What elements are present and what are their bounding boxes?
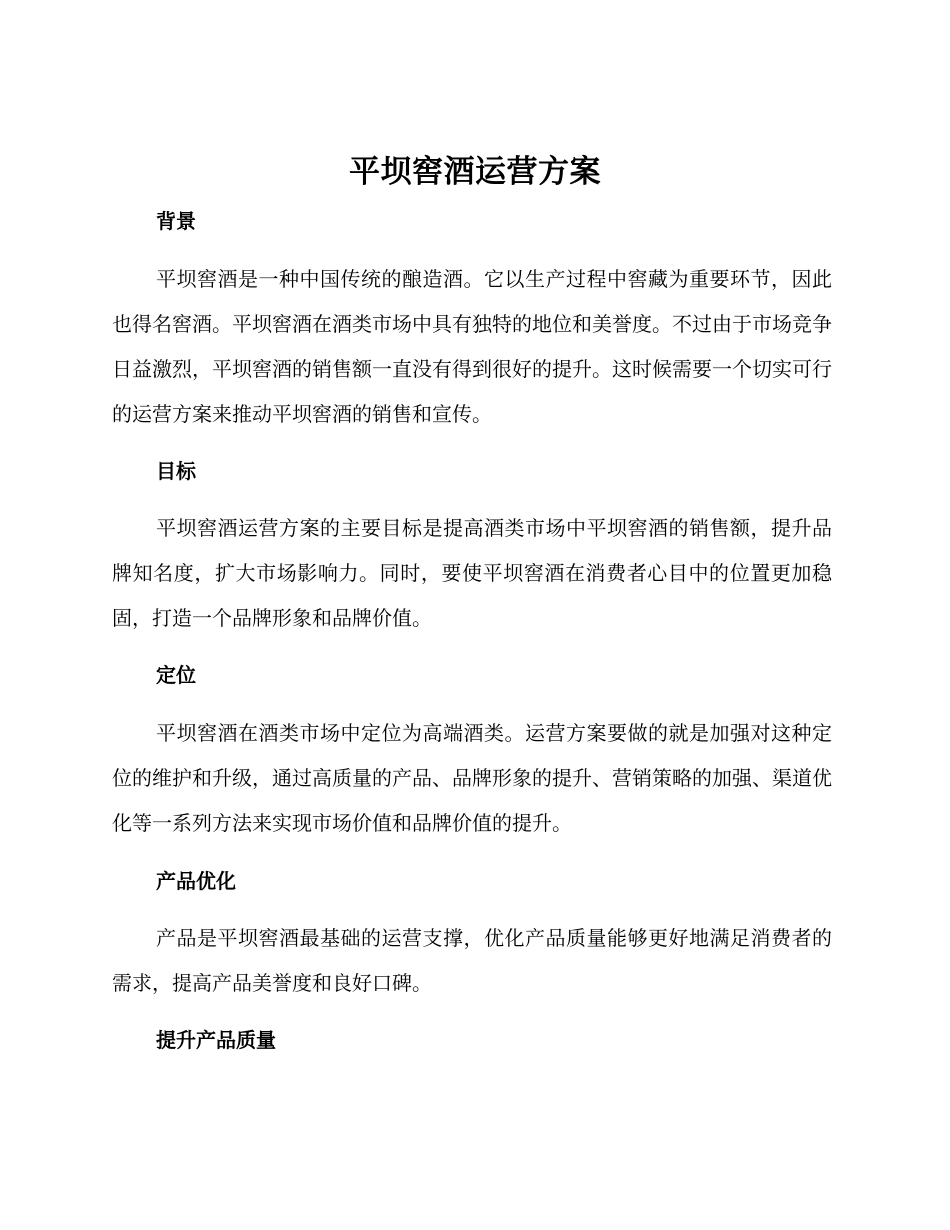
document-title: 平坝窖酒运营方案 xyxy=(349,154,601,190)
section-heading-positioning: 定位 xyxy=(156,663,196,687)
section-paragraph-background: 平坝窖酒是一种中国传统的酿造酒。它以生产过程中窖藏为重要环节，因此也得名窖酒。平坝窖酒在酒类市场中具有独特的地位和美誉度。不过由于市场竞争日益激烈，平坝窖酒的销售额一直没有得到很好的提升。这时候需要一个切实可行的运营方案来推动平坝窖酒的销售和宣传。 xyxy=(112,267,832,426)
section-paragraph-product-optimization: 产品是平坝窖酒最基础的运营支撑，优化产品质量能够更好地满足消费者的需求，提高产品美誉度和良好口碑。 xyxy=(112,926,832,995)
section-heading-improve-quality: 提升产品质量 xyxy=(156,1028,276,1052)
section-heading-product-optimization: 产品优化 xyxy=(156,869,236,893)
section-paragraph-goal: 平坝窖酒运营方案的主要目标是提高酒类市场中平坝窖酒的销售额，提升品牌知名度，扩大市场影响力。同时，要使平坝窖酒在消费者心目中的位置更加稳固，打造一个品牌形象和品牌价值。 xyxy=(112,516,832,630)
section-heading-goal: 目标 xyxy=(156,459,196,483)
section-paragraph-positioning: 平坝窖酒在酒类市场中定位为高端酒类。运营方案要做的就是加强对这种定位的维护和升级，通过高质量的产品、品牌形象的提升、营销策略的加强、渠道优化等一系列方法来实现市场价值和品牌价值的提升。 xyxy=(112,721,832,835)
section-heading-background: 背景 xyxy=(156,209,196,233)
